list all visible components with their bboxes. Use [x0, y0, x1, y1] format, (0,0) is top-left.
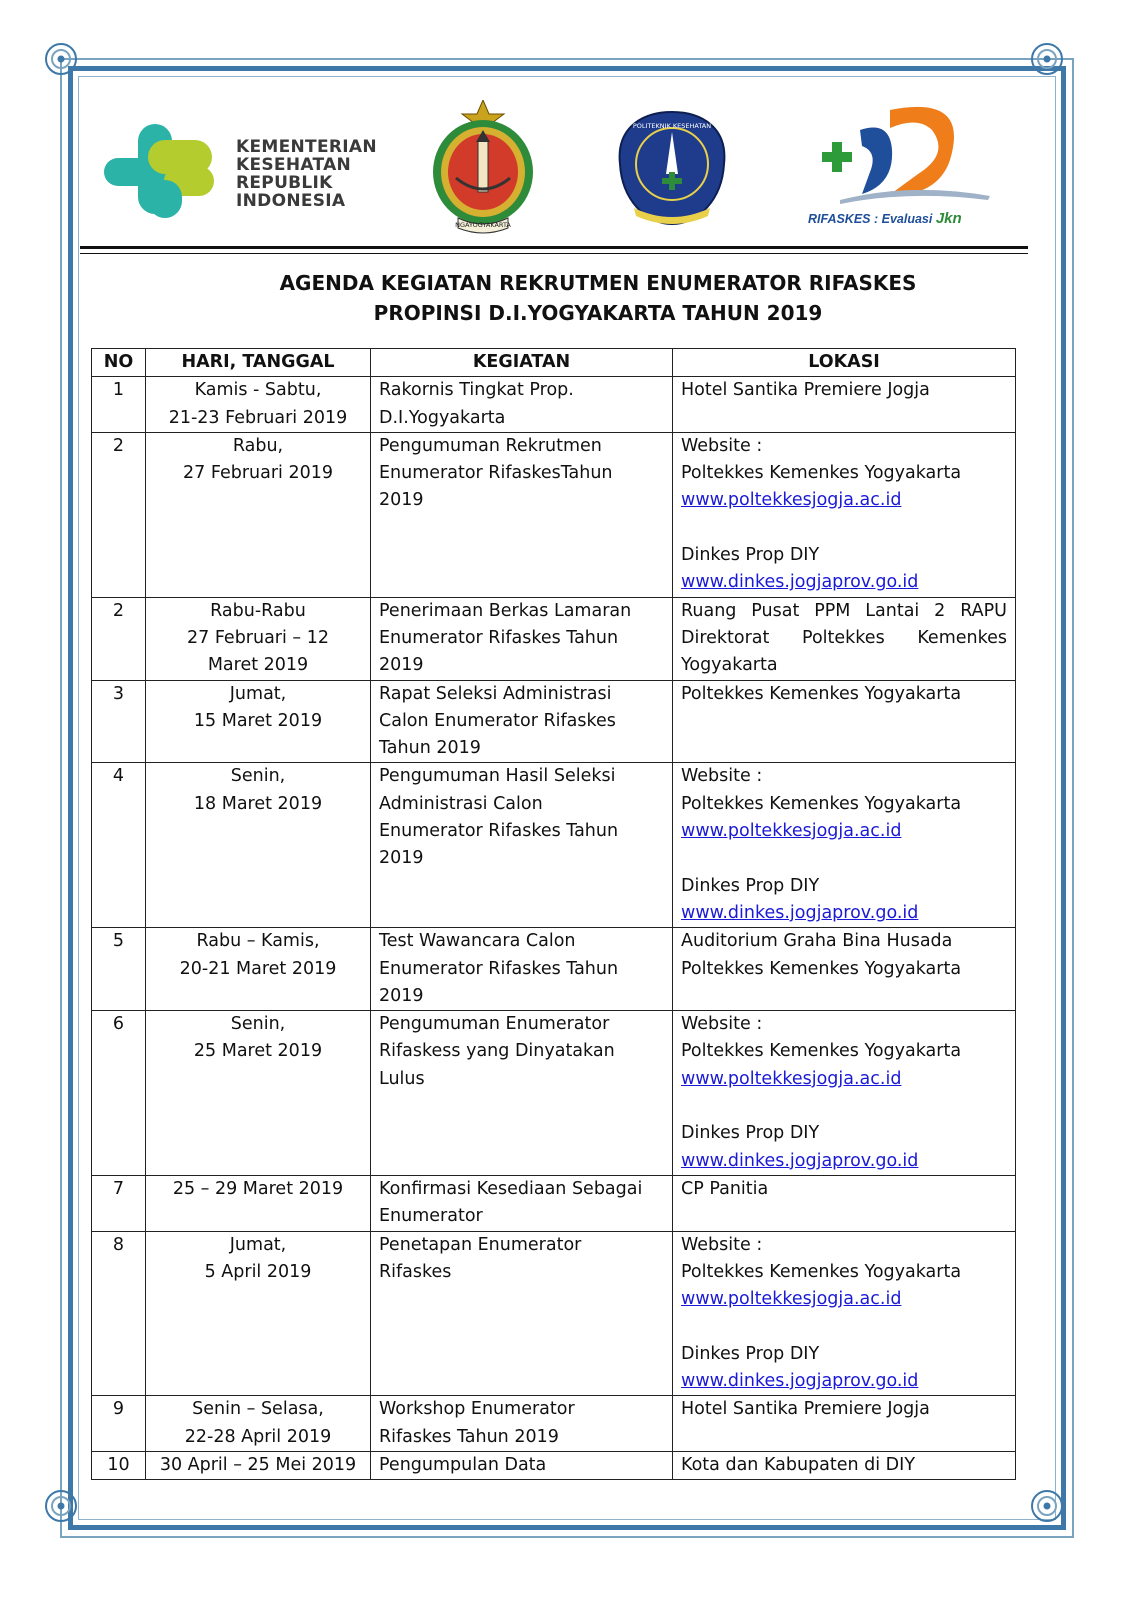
- location-line: Website :: [681, 766, 763, 787]
- location-line: CP Panitia: [681, 1178, 769, 1199]
- title-line-2: PROPINSI D.I.YOGYAKARTA TAHUN 2019: [373, 301, 823, 325]
- table-row: [92, 763, 1016, 928]
- date-line: 22-28 April 2019: [184, 1426, 332, 1447]
- kemenkes-line: REPUBLIK: [236, 173, 333, 193]
- dinkes-website-link[interactable]: www.dinkes.jogjaprov.go.id: [681, 1370, 919, 1391]
- activity-line: Enumerator Rifaskes Tahun: [379, 821, 619, 842]
- activity-line: Rifaskes: [379, 1261, 452, 1282]
- row-number: 2: [92, 597, 146, 680]
- row-number: 10: [92, 1451, 146, 1479]
- date-line: Rabu – Kamis,: [196, 931, 320, 952]
- activity-line: Enumerator: [379, 1206, 483, 1227]
- poltekkes-website-link[interactable]: www.poltekkesjogja.ac.id: [681, 1068, 902, 1089]
- poltekkes-city-text: YOGYAKARTA: [649, 208, 695, 216]
- date-line: Senin,: [230, 1014, 286, 1035]
- activity-line: 2019: [379, 985, 424, 1006]
- date-line: Maret 2019: [207, 655, 309, 676]
- spacer: [681, 845, 1007, 872]
- diy-coat-of-arms-icon: [428, 100, 538, 238]
- table-row: [92, 432, 1016, 597]
- date-line: 27 Februari – 12: [186, 627, 330, 648]
- row-activity: [371, 1451, 673, 1479]
- corner-ornament-icon: [44, 42, 78, 76]
- activity-line: Test Wawancara Calon: [379, 931, 576, 952]
- header-rule-thick: [80, 246, 1028, 249]
- row-date: [146, 928, 371, 1011]
- title-line-1: AGENDA KEGIATAN REKRUTMEN ENUMERATOR RIFASKES: [279, 271, 917, 295]
- row-number: 3: [92, 680, 146, 763]
- row-location: [673, 377, 1016, 433]
- location-line: Poltekkes Kemenkes Yogyakarta: [681, 463, 962, 484]
- agenda-table: [91, 348, 1016, 1480]
- activity-line: Calon Enumerator Rifaskes: [379, 710, 616, 731]
- row-location: [673, 1231, 1016, 1396]
- column-header-activity: KEGIATAN: [371, 349, 673, 377]
- activity-line: Enumerator RifaskesTahun: [379, 463, 613, 484]
- row-number: 4: [92, 763, 146, 928]
- row-date: [146, 1011, 371, 1176]
- date-line: 21-23 Februari 2019: [168, 407, 348, 428]
- activity-line: D.I.Yogyakarta: [379, 407, 506, 428]
- table-row: [92, 1396, 1016, 1452]
- location-line: Website :: [681, 435, 763, 456]
- location-line: Dinkes Prop DIY: [681, 545, 820, 566]
- column-header-date: HARI, TANGGAL: [146, 349, 371, 377]
- row-date: [146, 1396, 371, 1452]
- table-row: [92, 1231, 1016, 1396]
- document-title: [80, 268, 1116, 328]
- row-location: [673, 432, 1016, 597]
- row-date: [146, 680, 371, 763]
- activity-line: Penerimaan Berkas Lamaran: [379, 600, 632, 621]
- location-line: Poltekkes Kemenkes Yogyakarta: [681, 683, 962, 704]
- table-row: [92, 1451, 1016, 1479]
- row-location: [673, 928, 1016, 1011]
- activity-line: 2019: [379, 848, 424, 869]
- activity-line: Konfirmasi Kesediaan Sebagai: [379, 1178, 643, 1199]
- row-number: 1: [92, 377, 146, 433]
- poltekkes-logo-icon: [612, 108, 732, 228]
- spacer: [681, 515, 1007, 542]
- row-activity: [371, 377, 673, 433]
- activity-line: Enumerator Rifaskes Tahun: [379, 958, 619, 979]
- location-line: Website :: [681, 1014, 763, 1035]
- row-date: [146, 1231, 371, 1396]
- row-location: Ruang Pusat PPM Lantai 2 RAPU Direktorat Poltekkes Kemenkes Yogyakarta: [673, 597, 1016, 680]
- row-activity: [371, 597, 673, 680]
- location-line: Auditorium Graha Bina Husada: [681, 931, 953, 952]
- row-number: 8: [92, 1231, 146, 1396]
- activity-line: Tahun 2019: [379, 738, 481, 759]
- location-line: Poltekkes Kemenkes Yogyakarta: [681, 793, 962, 814]
- column-header-no: NO: [92, 349, 146, 377]
- location-line: Hotel Santika Premiere Jogja: [681, 380, 930, 401]
- row-date: [146, 597, 371, 680]
- activity-line: Administrasi Calon: [379, 793, 543, 814]
- kemenkes-logo-text: [236, 138, 377, 210]
- row-location: [673, 680, 1016, 763]
- jkn-label: Jkn: [935, 210, 962, 227]
- location-line: Hotel Santika Premiere Jogja: [681, 1399, 930, 1420]
- row-activity: [371, 928, 673, 1011]
- row-number: 6: [92, 1011, 146, 1176]
- date-line: Kamis - Sabtu,: [194, 380, 322, 401]
- date-line: Rabu,: [232, 435, 284, 456]
- date-line: 27 Februari 2019: [183, 463, 333, 484]
- poltekkes-website-link[interactable]: www.poltekkesjogja.ac.id: [681, 821, 902, 842]
- corner-ornament-icon: [1030, 1489, 1064, 1523]
- date-line: 5 April 2019: [204, 1261, 312, 1282]
- activity-line: Rifaskes Tahun 2019: [379, 1426, 559, 1447]
- row-number: 7: [92, 1175, 146, 1231]
- rifaskes-label: RIFASKES : Evaluasi: [808, 212, 933, 226]
- date-line: Rabu-Rabu: [210, 600, 306, 621]
- location-line: Poltekkes Kemenkes Yogyakarta: [681, 1041, 962, 1062]
- diy-seal-text: NGAYOGYAKARTA: [455, 221, 511, 229]
- date-line: Jumat,: [229, 1234, 287, 1255]
- corner-ornament-icon: [1030, 42, 1064, 76]
- kemenkes-line: KEMENTERIAN: [236, 137, 377, 157]
- activity-line: Pengumpulan Data: [379, 1454, 547, 1475]
- row-location: [673, 1396, 1016, 1452]
- date-line: 25 – 29 Maret 2019: [172, 1178, 344, 1199]
- table-row: [92, 1175, 1016, 1231]
- row-date: [146, 1451, 371, 1479]
- row-location: [673, 1011, 1016, 1176]
- poltekkes-website-link[interactable]: www.poltekkesjogja.ac.id: [681, 490, 902, 511]
- table-row: [92, 597, 1016, 680]
- table-header-row: [92, 349, 1016, 377]
- location-line: Kota dan Kabupaten di DIY: [681, 1454, 916, 1475]
- activity-line: Rakornis Tingkat Prop.: [379, 380, 574, 401]
- date-line: Senin,: [230, 766, 286, 787]
- row-number: 5: [92, 928, 146, 1011]
- location-line: Dinkes Prop DIY: [681, 1123, 820, 1144]
- kemenkes-line: KESEHATAN: [236, 155, 352, 175]
- row-activity: [371, 1011, 673, 1176]
- row-date: [146, 763, 371, 928]
- location-line: Dinkes Prop DIY: [681, 875, 820, 896]
- header-rule-thin: [80, 253, 1028, 254]
- activity-line: 2019: [379, 490, 424, 511]
- row-location: [673, 1175, 1016, 1231]
- row-number: 9: [92, 1396, 146, 1452]
- row-activity: [371, 1396, 673, 1452]
- location-line: Poltekkes Kemenkes Yogyakarta: [681, 1261, 962, 1282]
- rifaskes-logo-text: [808, 210, 962, 227]
- activity-line: Rapat Seleksi Administrasi: [379, 683, 612, 704]
- activity-line: Lulus: [379, 1068, 425, 1089]
- table-row: [92, 1011, 1016, 1176]
- spacer: [681, 1313, 1007, 1340]
- activity-line: Pengumuman Rekrutmen: [379, 435, 602, 456]
- dinkes-website-link[interactable]: www.dinkes.jogjaprov.go.id: [681, 572, 919, 593]
- date-line: 25 Maret 2019: [193, 1041, 323, 1062]
- poltekkes-website-link[interactable]: www.poltekkesjogja.ac.id: [681, 1289, 902, 1310]
- date-line: 20-21 Maret 2019: [179, 958, 337, 979]
- activity-line: Pengumuman Hasil Seleksi: [379, 766, 616, 787]
- row-date: [146, 377, 371, 433]
- date-line: Senin – Selasa,: [192, 1399, 324, 1420]
- row-activity: [371, 763, 673, 928]
- date-line: 18 Maret 2019: [193, 793, 323, 814]
- activity-line: Pengumuman Enumerator: [379, 1014, 610, 1035]
- row-number: 2: [92, 432, 146, 597]
- corner-ornament-icon: [44, 1489, 78, 1523]
- poltekkes-arc-text: POLITEKNIK KESEHATAN: [632, 122, 712, 130]
- location-line: Poltekkes Kemenkes Yogyakarta: [681, 958, 962, 979]
- dinkes-website-link[interactable]: www.dinkes.jogjaprov.go.id: [681, 902, 919, 923]
- date-line: 15 Maret 2019: [193, 710, 323, 731]
- dinkes-website-link[interactable]: www.dinkes.jogjaprov.go.id: [681, 1150, 919, 1171]
- activity-line: Enumerator Rifaskes Tahun: [379, 627, 619, 648]
- row-location: [673, 763, 1016, 928]
- table-row: [92, 928, 1016, 1011]
- table-row: [92, 377, 1016, 433]
- row-activity: [371, 680, 673, 763]
- date-line: Jumat,: [229, 683, 287, 704]
- spacer: [681, 1093, 1007, 1120]
- row-date: [146, 1175, 371, 1231]
- table-row: [92, 680, 1016, 763]
- row-activity: [371, 432, 673, 597]
- activity-line: 2019: [379, 655, 424, 676]
- location-line: Website :: [681, 1234, 763, 1255]
- location-line: Dinkes Prop DIY: [681, 1343, 820, 1364]
- date-line: 30 April – 25 Mei 2019: [159, 1454, 357, 1475]
- row-date: [146, 432, 371, 597]
- row-location: [673, 1451, 1016, 1479]
- row-activity: [371, 1175, 673, 1231]
- row-activity: [371, 1231, 673, 1396]
- activity-line: Rifaskess yang Dinyatakan: [379, 1041, 615, 1062]
- activity-line: Workshop Enumerator: [379, 1399, 575, 1420]
- column-header-location: LOKASI: [673, 349, 1016, 377]
- activity-line: Penetapan Enumerator: [379, 1234, 582, 1255]
- kemenkes-line: INDONESIA: [236, 191, 346, 211]
